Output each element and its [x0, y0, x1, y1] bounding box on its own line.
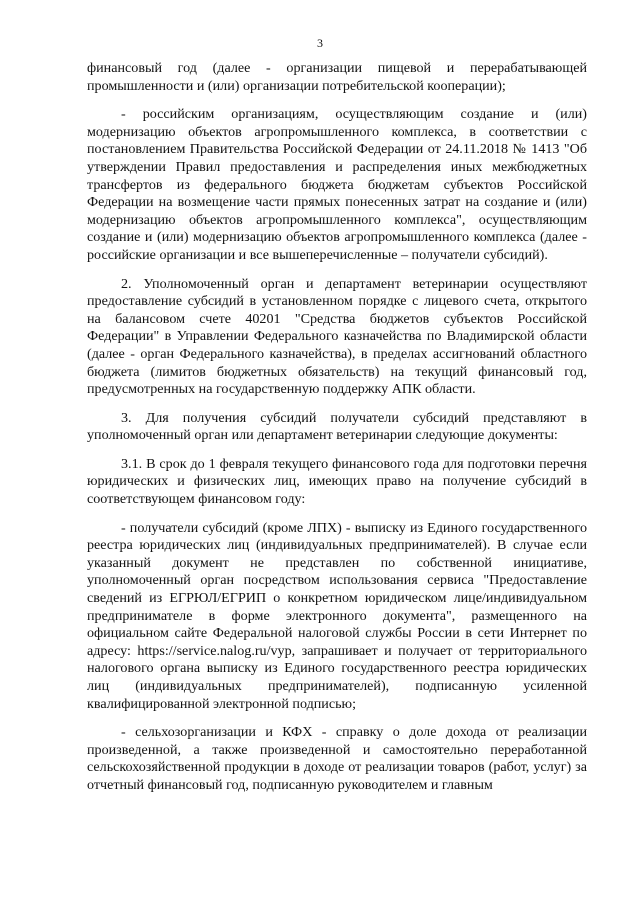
paragraph-item-2: 2. Уполномоченный орган и департамент ветеринарии осуществляют предоставление субсидий в установленном порядке с лицевого счета, открытого на балансовом счете 40201 "Средства бюджетов субъектов Российской Федерации" в Управлении Федерального казначейства по Владимирской области (далее - орган Федерального казначейства), в пределах ассигнований областного бюджета (лимитов бюджетных обязательств) на текущий финансовый год, предусмотренных на государственную поддержку АПК области. [87, 275, 587, 398]
paragraph-egrul-extract: - получатели субсидий (кроме ЛПХ) - выписку из Единого государственного реестра юридических лиц (индивидуальных предпринимателей). В случае если указанный документ не представлен по собственной инициативе, уполномоченный орган посредством использования сервиса "Предоставление сведений из ЕГРЮЛ/ЕГРИП о конкретном юридическом лице/индивидуальном предпринимателе в форме электронного документа", размещенного на официальном сайте Федеральной налоговой службы России в сети Интернет по адресу: https://service.nalog.ru/vyp, запрашивает и получает от территориального налогового органа выписку из Единого государственного реестра юридических лиц (индивидуальных предпринимателей), подписанную усиленной квалифицированной электронной подписью; [87, 519, 587, 712]
paragraph-continuation: финансовый год (далее - организации пищевой и перерабатывающей промышленности и (или) организации потребительской кооперации); [87, 60, 587, 94]
page-number: 3 [317, 36, 323, 50]
paragraph-item-3-1: 3.1. В срок до 1 февраля текущего финансового года для подготовки перечня юридических и физических лиц, имеющих право на получение субсидий в соответствующем финансовом году: [87, 455, 587, 508]
document-body [87, 60, 587, 795]
paragraph-income-certificate: - сельхозорганизации и КФХ - справку о доле дохода от реализации произведенной, а также произведенной и самостоятельно переработанной сельскохозяйственной продукции в доходе от реализации товаров (работ, услуг) за отчетный финансовый год, подписанную руководителем и главным [87, 724, 587, 793]
paragraph-russian-organizations: - российским организациям, осуществляющим создание и (или) модернизацию объектов агропромышленного комплекса, в соответствии с постановлением Правительства Российской Федерации от 24.11.2018 № 1413 "Об утверждении Правил предоставления и распределения иных межбюджетных трансфертов из федерального бюджета бюджетам субъектов Российской Федерации на возмещение части прямых понесенных затрат на создание и (или) модернизацию объектов агропромышленного комплекса", осуществляющим создание и (или) модернизацию объектов агропромышленного комплекса (далее - российские организации и все вышеперечисленные – получатели субсидий). [87, 106, 587, 263]
paragraph-item-3: 3. Для получения субсидий получатели субсидий представляют в уполномоченный орган или департамент ветеринарии следующие документы: [87, 409, 587, 444]
